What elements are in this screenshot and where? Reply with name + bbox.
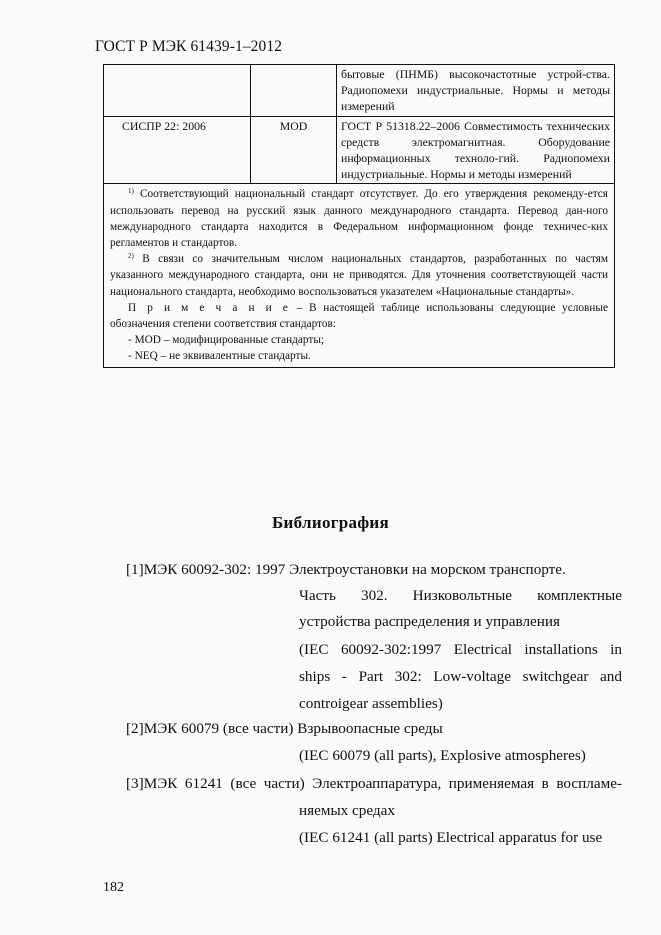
bibliography-entry-3-line: (IEC 61241 (all parts) Electrical apparatus for use [299,829,603,846]
footnote-1-marker: 1) [128,187,134,196]
bibliography-entry-1-line: Часть 302. Низковольтные комплектные [299,587,622,604]
note-item-mod: - MOD – модифицированные стандарты; [128,334,325,347]
standards-table [103,64,615,368]
note-text: – В настоящей таблице использованы следующие условные обозначения степени соответствия стандартов: [110,301,608,331]
document-header: ГОСТ Р МЭК 61439-1–2012 [95,38,283,55]
bibliography-entry-3-line: няемых средах [299,802,395,819]
bibliography-title: Библиография [272,513,389,532]
table-note [110,300,608,332]
table-row [104,116,615,184]
table-cell-degree: MOD [251,116,337,184]
table-notes [104,184,615,367]
bibliography-entry-1-ref: [1]МЭК 60092-302: 1997 Электроустановки на морском транспорте. [126,561,566,578]
footnote-2-marker: 2) [128,252,134,261]
table-cell-standard: СИСПР 22: 2006 [104,116,251,184]
bibliography-entry-2-ref: [2]МЭК 60079 (все части) Взрывоопасные среды [126,720,443,737]
table-cell-degree [251,65,337,117]
note-label: П р и м е ч а н и е [128,301,290,314]
page-number: 182 [103,880,124,895]
bibliography-entry-1-line: (IEC 60092-302:1997 Electrical installations in [299,641,622,658]
bibliography-entry-1-line: controigear assemblies) [299,695,443,712]
bibliography-entry-1-line: устройства распределения и управления [299,613,561,630]
table-notes-row [104,184,615,367]
table-row [104,65,615,117]
footnote-2-text: В связи со значительным числом национальных стандартов, разработанных по частям указанного международного стандарта, они не приводятся. Для уточнения соответствующей части национального стандарта, необходимо воспользоваться указателем «Национальные стандарты». [110,253,608,298]
footnote-1-text: Соответствующий национальный стандарт отсутствует. До его утверждения рекоменду-ется использовать перевод на русский язык данного международного стандарта. Перевод дан-ного международного стандарта находится в Федеральном информационном фонде техничес-ких регламентов и стандартов. [110,188,608,250]
note-item-neq: - NEQ – не эквивалентные стандарты. [128,350,311,363]
footnote-2 [110,251,608,300]
table-cell-national-standard: бытовые (ПНМБ) высокочастотные устрой-ства. Радиопомехи индустриальные. Нормы и методы измерений [337,65,615,117]
table-cell-standard [104,65,251,117]
bibliography-entry-1-line: ships - Part 302: Low-voltage switchgear and [299,668,622,685]
bibliography-entry-2-line: (IEC 60079 (all parts), Explosive atmospheres) [299,747,586,764]
footnote-1 [110,186,608,251]
table-cell-national-standard: ГОСТ Р 51318.22–2006 Совместимость технических средств электромагнитная. Оборудование информационных техноло-гий. Радиопомехи индустриальные. Нормы и методы измерений [337,116,615,184]
bibliography-entry-3-ref: [3]МЭК 61241 (все части) Электроаппаратура, применяемая в воспламе- [126,775,622,792]
